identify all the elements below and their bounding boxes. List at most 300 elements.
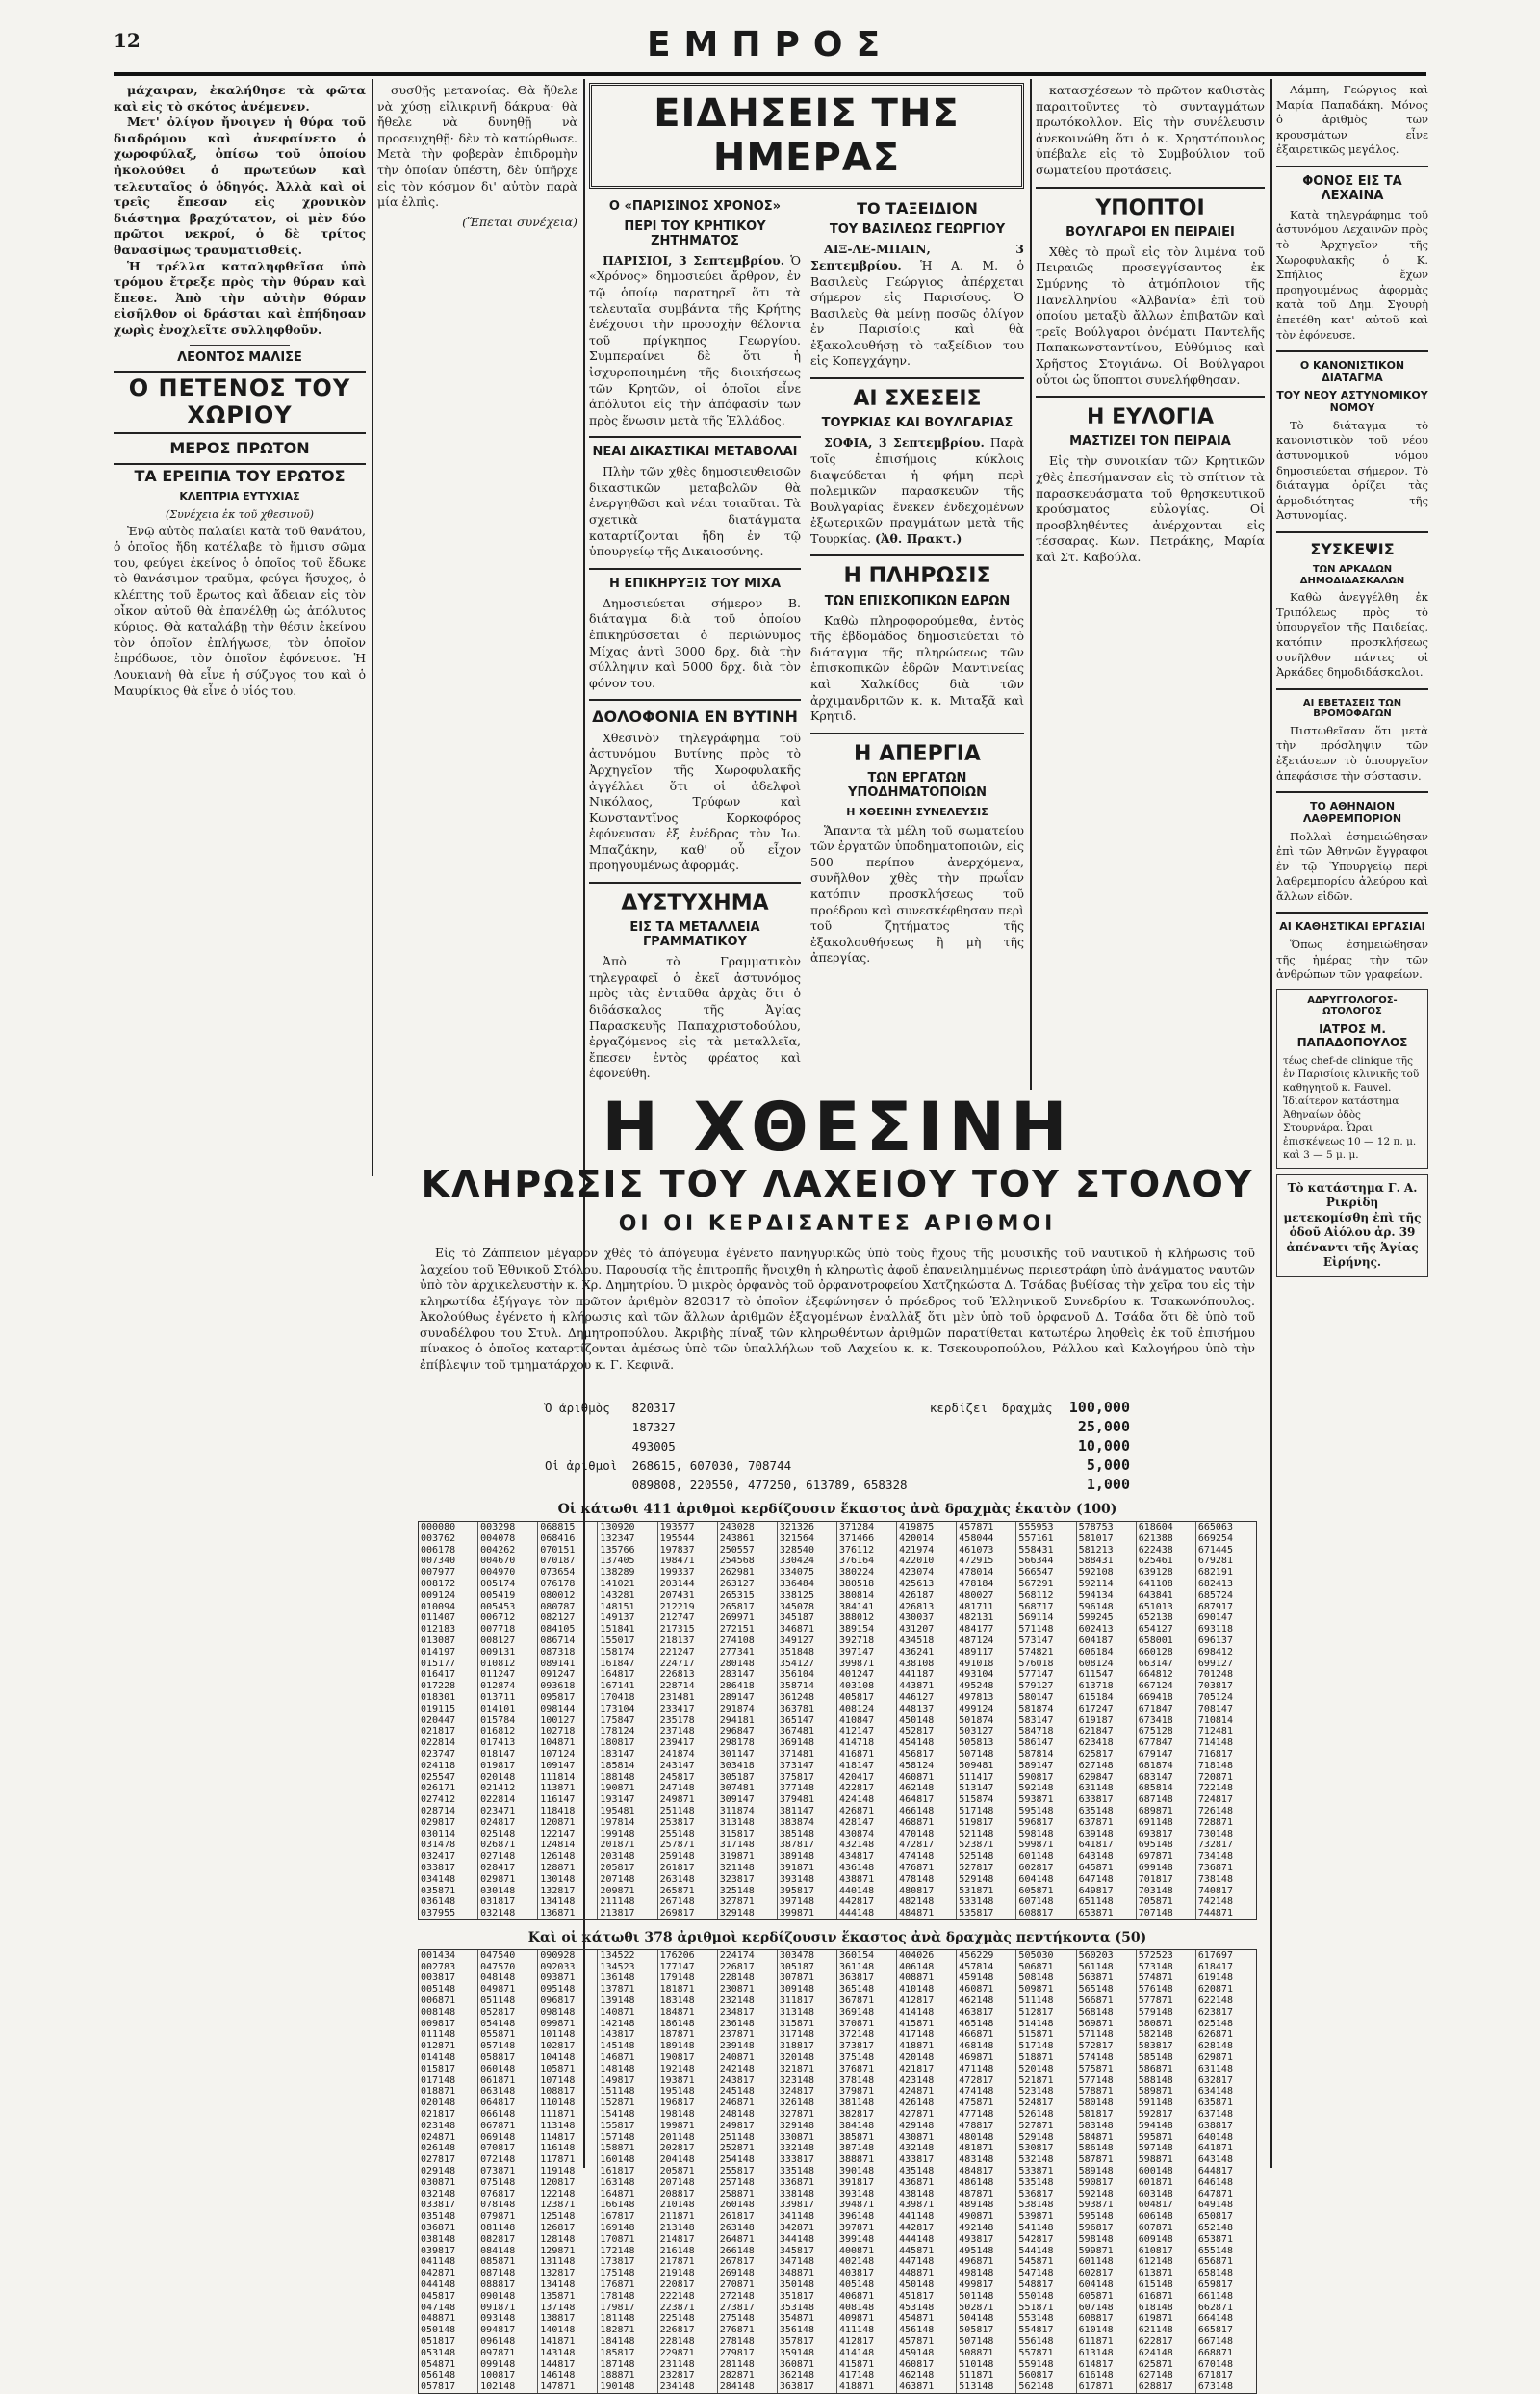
winning-number: 397147	[838, 1646, 875, 1658]
winning-number: 188871	[600, 2370, 635, 2381]
winning-number: 143281	[600, 1589, 635, 1601]
column-rule	[1030, 79, 1032, 1090]
winning-number: 012871	[421, 2041, 456, 2052]
winning-number: 021817	[421, 2109, 456, 2121]
winning-number: 313148	[779, 2006, 814, 2018]
winning-number: 515874	[959, 1794, 994, 1806]
article-title: Η ΠΛΗΡΩΣΙΣ	[843, 564, 991, 589]
prize-label: Οἱ ἀριθμοὶ	[545, 1457, 618, 1473]
winning-number: 118418	[540, 1805, 576, 1816]
winning-number: 601148	[1078, 2256, 1114, 2268]
article-body: Πλὴν τῶν χθὲς δημοσιευθεισῶν δικαστικῶν μεταβολῶν θὰ ἐνεργηθῶσι καὶ νέαι τοιαῦται. Τὰ σχετικὰ διατάγματα καταρτίζονται ἤδη ἐν τῷ ὑπουργείῳ τῆς Δικαιοσύνης.	[589, 464, 801, 559]
intro-paragraph: Ἡ τρέλλα καταληφθεῖσα ὑπὸ τρόμου ἔτρεξε πρὸς τὴν θύραν καὶ ἔπεσε. Ἀπὸ τὴν αὐτὴν θύραν εἰσῆλθον οἱ δράσται καὶ ἐπήδησαν χωρὶς ἐνοχλεῖτε συλληφθοῦν.	[114, 258, 366, 337]
page-number: 12	[114, 29, 141, 52]
winning-number: 510148	[959, 2358, 994, 2370]
winning-number: 149817	[600, 2074, 635, 2086]
winning-number: 461073	[959, 1544, 994, 1556]
winning-number: 592148	[1078, 2188, 1114, 2200]
winning-number: 486148	[959, 2176, 994, 2188]
article-subtitle: ΕΙΣ ΤΑ ΜΕΤΑΛΛΕΙΑ ΓΡΑΜΜΑΤΙΚΟΥ	[629, 920, 760, 950]
winning-number: 050148	[421, 2325, 456, 2336]
winning-number: 004078	[480, 1532, 516, 1544]
winning-number: 478014	[959, 1567, 994, 1579]
winning-number: 357817	[779, 2335, 814, 2347]
winning-number: 673418	[1138, 1714, 1173, 1726]
winning-number: 132817	[540, 1885, 576, 1896]
divider	[810, 554, 1024, 556]
winning-number: 669418	[1138, 1691, 1173, 1703]
winning-number: 625461	[1138, 1556, 1173, 1567]
winning-number: 471148	[959, 2063, 994, 2074]
winning-number: 095817	[540, 1691, 576, 1703]
winning-number: 219148	[659, 2268, 695, 2279]
winning-number: 617247	[1078, 1703, 1114, 1714]
winning-number: 347148	[779, 2256, 814, 2268]
winning-number: 201871	[600, 1840, 635, 1851]
winning-number: 305187	[719, 1771, 755, 1783]
winning-number: 444148	[838, 1908, 875, 1919]
winning-number: 041148	[421, 2256, 456, 2268]
winning-number: 261817	[719, 2211, 755, 2223]
winning-number: 511417	[959, 1771, 994, 1783]
winning-number: 478817	[959, 2120, 994, 2131]
winning-number: 380814	[838, 1589, 875, 1601]
winning-number: 224174	[719, 1949, 755, 1961]
winning-number: 744871	[1197, 1908, 1233, 1919]
winning-number: 693118	[1197, 1624, 1233, 1635]
winning-number: 166148	[600, 2200, 635, 2211]
winning-number: 373817	[838, 2041, 875, 2052]
winning-number: 389148	[779, 1851, 814, 1863]
winning-number: 193577	[659, 1522, 695, 1532]
winning-number: 481871	[959, 2143, 994, 2154]
winning-number: 315817	[719, 1828, 755, 1840]
winning-number: 459148	[959, 1972, 994, 1984]
winning-number: 710814	[1197, 1714, 1233, 1726]
winning-number: 004670	[480, 1556, 516, 1567]
winning-number: 412147	[838, 1726, 875, 1738]
winning-number: 592148	[1018, 1783, 1054, 1794]
winning-number: 030114	[421, 1828, 456, 1840]
winning-number: 272148	[719, 2290, 755, 2302]
number-column	[897, 1522, 957, 1919]
winning-number: 493817	[959, 2233, 994, 2245]
winning-number: 532148	[1018, 2154, 1054, 2166]
winning-number: 298178	[719, 1738, 755, 1749]
winning-number: 699148	[1138, 1862, 1173, 1873]
winning-number: 199871	[659, 2120, 695, 2131]
winning-number: 484817	[959, 2166, 994, 2177]
winning-number: 589148	[1078, 2166, 1114, 2177]
winning-number: 588431	[1078, 1556, 1114, 1567]
winning-number: 163148	[600, 2176, 635, 2188]
winning-number: 442817	[899, 2223, 935, 2234]
winning-number: 291874	[719, 1703, 755, 1714]
winning-number: 602413	[1078, 1624, 1114, 1635]
winning-number: 311874	[719, 1805, 755, 1816]
winning-number: 232817	[659, 2370, 695, 2381]
winning-number: 560817	[1018, 2370, 1054, 2381]
winning-number: 092033	[540, 1961, 576, 1972]
winning-number: 682413	[1197, 1578, 1233, 1589]
winning-number: 590817	[1018, 1771, 1054, 1783]
winning-number: 137871	[600, 1984, 635, 1995]
prize-amount: 5,000	[1086, 1456, 1130, 1474]
winning-number: 712481	[1197, 1726, 1233, 1738]
winning-number: 351817	[779, 2290, 814, 2302]
winning-number: 140871	[600, 2006, 635, 2018]
winning-number: 460871	[959, 1984, 994, 1995]
winning-number: 212747	[659, 1612, 695, 1624]
winning-number: 605871	[1078, 2290, 1114, 2302]
winning-number: 598871	[1138, 2154, 1173, 2166]
winning-number: 643148	[1197, 2154, 1233, 2166]
winning-number: 226817	[659, 2325, 695, 2336]
winning-number: 334075	[779, 1567, 814, 1579]
winning-number: 577147	[1018, 1669, 1054, 1681]
winning-number: 036148	[421, 1896, 456, 1908]
winning-number: 436148	[838, 1862, 875, 1873]
winning-number: 087318	[540, 1646, 576, 1658]
article-title: ΤΟ ΑΘΗΝΑΙΟΝ ΛΑΘΡΕΜΠΟΡΙΟΝ	[1302, 800, 1402, 825]
winning-number: 430871	[899, 2131, 935, 2143]
winning-number: 086714	[540, 1635, 576, 1646]
winning-number: 012874	[480, 1681, 516, 1692]
winning-number: 472915	[959, 1556, 994, 1567]
divider	[1276, 912, 1428, 914]
number-column	[1137, 1950, 1196, 2393]
winning-number: 592817	[1138, 2109, 1173, 2121]
prize-col4	[996, 1455, 1061, 1475]
winning-number: 454871	[899, 2313, 935, 2325]
winning-number: 276871	[719, 2325, 755, 2336]
winning-number: 489148	[959, 2200, 994, 2211]
winning-number: 622438	[1138, 1544, 1173, 1556]
winning-number: 582148	[1138, 2029, 1173, 2041]
winning-number: 574871	[1138, 1972, 1173, 1984]
winning-number: 005174	[480, 1578, 516, 1589]
winning-number: 587871	[1078, 2154, 1114, 2166]
winning-number: 714148	[1197, 1738, 1233, 1749]
winning-number: 016417	[421, 1669, 456, 1681]
winning-number: 606184	[1078, 1646, 1114, 1658]
winning-number: 392718	[838, 1635, 875, 1646]
winning-number: 143148	[540, 2347, 576, 2358]
winning-number: 525148	[959, 1851, 994, 1863]
article-body: κατασχέσεων τὸ πρῶτον καθιστὰς παραιτοῦντες τὸ συνταγμάτων πρωτόκολλον. Εἰς τὴν συνέλευσιν ἀνεκοινώθη ὅτι ὁ κ. Χρηστόπουλος ὑπέβαλε εἰς τὸ Συμβούλιον τοῦ σωματείου προτάσεις.	[1036, 83, 1265, 177]
prize-col3: κερδίζει	[929, 1400, 988, 1415]
winning-number: 321326	[779, 1522, 814, 1532]
winning-number: 281148	[719, 2358, 755, 2370]
winning-number: 610148	[1078, 2325, 1114, 2336]
winning-number: 456148	[899, 2325, 935, 2336]
winning-number: 272151	[719, 1624, 755, 1635]
winning-number: 095148	[540, 1984, 576, 1995]
winning-number: 057148	[480, 2041, 516, 2052]
winning-number: 164817	[600, 1669, 635, 1681]
number-column	[837, 1522, 897, 1919]
winning-number: 412817	[899, 1995, 935, 2007]
winning-number: 070817	[480, 2143, 516, 2154]
winning-number: 527871	[1018, 2120, 1054, 2131]
winning-number: 363817	[779, 2381, 814, 2393]
winning-number: 254148	[719, 2154, 755, 2166]
column-rule	[372, 79, 373, 1176]
winning-number: 434518	[899, 1635, 935, 1646]
winning-number: 474148	[959, 2086, 994, 2098]
winning-number: 456229	[959, 1949, 994, 1961]
article-subtitle: ΠΕΡΙ ΤΟΥ ΚΡΗΤΙΚΟΥ ΖΗΤΗΜΑΤΟΣ	[624, 219, 766, 248]
winning-number: 049871	[480, 1984, 516, 1995]
winning-number: 188148	[600, 1771, 635, 1783]
winning-number: 359148	[779, 2347, 814, 2358]
winning-number: 432148	[899, 2143, 935, 2154]
winning-number: 673148	[1197, 2381, 1233, 2393]
winning-number: 367481	[779, 1726, 814, 1738]
winning-number: 523148	[1018, 2086, 1054, 2098]
winning-number: 553148	[1018, 2313, 1054, 2325]
winning-number: 277341	[719, 1646, 755, 1658]
winning-number: 625817	[1078, 1748, 1114, 1760]
winning-number: 435148	[899, 2166, 935, 2177]
winning-number: 028417	[480, 1862, 516, 1873]
winning-number: 376164	[838, 1556, 875, 1567]
winning-number: 270871	[719, 2279, 755, 2290]
winning-number: 180817	[600, 1738, 635, 1749]
winning-number: 625871	[1138, 2358, 1173, 2370]
winning-number: 073654	[540, 1567, 576, 1579]
winning-number: 346871	[779, 1624, 814, 1635]
winning-number: 375148	[838, 2052, 875, 2064]
winning-number: 417148	[838, 2370, 875, 2381]
winning-number: 566871	[1078, 1995, 1114, 2007]
winning-number: 195481	[600, 1805, 635, 1816]
winning-number: 140148	[540, 2325, 576, 2336]
winning-number: 141021	[600, 1578, 635, 1589]
divider	[1276, 791, 1428, 793]
winning-number: 080787	[540, 1601, 576, 1612]
number-column	[658, 1950, 718, 2393]
winning-number: 586147	[1018, 1738, 1054, 1749]
winning-number: 307481	[719, 1783, 755, 1794]
number-column	[538, 1950, 598, 2393]
prize-numbers: 089808, 220550, 477250, 613789, 658328	[631, 1477, 908, 1492]
winning-number: 487871	[959, 2188, 994, 2200]
winning-number: 021412	[480, 1783, 516, 1794]
winning-number: 333817	[779, 2154, 814, 2166]
divider	[1036, 396, 1265, 398]
winning-number: 003298	[480, 1522, 516, 1532]
winning-number: 628817	[1138, 2381, 1173, 2393]
winning-number: 444148	[899, 2233, 935, 2245]
winning-number: 722148	[1197, 1783, 1233, 1794]
winning-number: 031478	[421, 1840, 456, 1851]
winning-number: 067871	[480, 2120, 516, 2131]
winning-number: 321564	[779, 1532, 814, 1544]
winning-number: 003762	[421, 1532, 456, 1544]
winning-number: 094817	[480, 2325, 516, 2336]
winning-number: 351848	[779, 1646, 814, 1658]
winning-number: 070151	[540, 1544, 576, 1556]
winning-number: 628148	[1197, 2041, 1233, 2052]
winning-number: 649817	[1078, 1885, 1114, 1896]
winning-number: 527817	[959, 1862, 994, 1873]
winning-number: 677847	[1138, 1738, 1173, 1749]
winning-number: 135871	[540, 2290, 576, 2302]
winning-number: 319871	[719, 1851, 755, 1863]
winning-number: 595148	[1018, 1805, 1054, 1816]
winning-number: 341148	[779, 2211, 814, 2223]
winning-number: 635871	[1197, 2098, 1233, 2109]
divider	[1036, 187, 1265, 189]
winning-number: 460871	[899, 1771, 935, 1783]
part-heading: ΜΕΡΟΣ ΠΡΩΤΟΝ	[169, 438, 310, 457]
winning-number: 145148	[600, 2041, 635, 2052]
winning-number: 063148	[480, 2086, 516, 2098]
winning-number: 596817	[1018, 1816, 1054, 1828]
winning-number: 350148	[779, 2279, 814, 2290]
winning-number: 269817	[659, 1908, 695, 1919]
winning-number: 718148	[1197, 1760, 1233, 1771]
winning-number: 683147	[1138, 1771, 1173, 1783]
winning-number: 134523	[600, 1961, 635, 1972]
winning-number: 566547	[1018, 1567, 1054, 1579]
winning-number: 663147	[1138, 1658, 1173, 1669]
winning-number: 134522	[600, 1949, 635, 1961]
winning-number: 535148	[1018, 2176, 1054, 2188]
winning-number: 650817	[1197, 2211, 1233, 2223]
number-column	[1137, 1522, 1196, 1919]
winning-number: 365147	[779, 1714, 814, 1726]
winning-number: 190871	[600, 1783, 635, 1794]
article-body: Χθεσινὸν τηλεγράφημα τοῦ ἀστυνόμου Βυτίνης πρὸς τὸ Ἀρχηγεῖον τῆς Χωροφυλακῆς ἀγγέλλει ὅτι οἱ ἀδελφοὶ Νικόλαος, Τρύφων καὶ Κωνσταντῖνος Κορκοφόρος ἐφόνευσαν ἐξ ἐνέδρας τὸν Ἰω. Μπαζάκην, καθ' οὗ εἶχον προηγουμένως ἀφορμάς.	[589, 730, 801, 873]
novel-subtitle: ΤΑ ΕΡΕΙΠΙΑ ΤΟΥ ΕΡΩΤΟΣ	[114, 463, 366, 485]
winning-number: 361148	[838, 1961, 875, 1972]
winning-number: 107148	[540, 2074, 576, 2086]
winning-number: 665063	[1197, 1522, 1233, 1532]
winning-number: 586871	[1138, 2063, 1173, 2074]
winning-number: 574148	[1078, 2052, 1114, 2064]
winning-number: 035871	[421, 1885, 456, 1896]
winning-number: 047540	[480, 1949, 516, 1961]
winning-number: 462148	[959, 1995, 994, 2007]
winning-number: 641108	[1138, 1578, 1173, 1589]
winning-number: 234817	[719, 2006, 755, 2018]
winning-number: 497813	[959, 1691, 994, 1703]
winning-number: 321871	[779, 2063, 814, 2074]
winning-number: 457871	[959, 1522, 994, 1532]
winning-number: 433817	[899, 2154, 935, 2166]
winning-number: 383874	[779, 1816, 814, 1828]
winning-number: 593871	[1078, 2200, 1114, 2211]
winning-number: 093148	[480, 2313, 516, 2325]
winning-number: 220817	[659, 2279, 695, 2290]
winning-number: 031817	[480, 1896, 516, 1908]
winning-number: 667148	[1197, 2335, 1233, 2347]
winning-number: 044148	[421, 2279, 456, 2290]
winning-number: 664148	[1197, 2313, 1233, 2325]
winning-number: 247148	[659, 1783, 695, 1794]
lottery-winning-numbers-heading: ΟΙ ΟΙ ΚΕΡΔΙΣΑΝΤΕΣ ΑΡΙΘΜΟΙ	[618, 1212, 1057, 1236]
winning-number: 450148	[899, 1714, 935, 1726]
winning-number: 320148	[779, 2052, 814, 2064]
winning-number: 007340	[421, 1556, 456, 1567]
winning-number: 639128	[1138, 1567, 1173, 1579]
article-body: Χθὲς τὸ πρωῒ εἰς τὸν λιμένα τοῦ Πειραιῶς προσεγγίσαντος ἐκ Σμύρνης τὸ ἀτμόπλοιον τῆς Πανελληνίου «Ἀλβανία» ἐπὶ τοῦ ὁποίου μεταξὺ ἄλλων ἐπιβατῶν καὶ τρεῖς Βούλγαροι ὀνόματι Παντελῆς Παπακωνσταντίνου, Εὐθύμιος καὶ Χρῆστος Στογιάνω. Οἱ Βούλγαροι οὗτοι ὡς ὕποπτοι συνελήφθησαν.	[1036, 244, 1265, 387]
winning-number: 138289	[600, 1567, 635, 1579]
prize-row	[539, 1398, 1136, 1417]
winning-number: 363781	[779, 1703, 814, 1714]
winning-number: 089141	[540, 1658, 576, 1669]
winning-number: 026171	[421, 1783, 456, 1794]
winning-number: 480817	[899, 1885, 935, 1896]
prize-row	[539, 1436, 1136, 1455]
winning-number: 024871	[421, 2131, 456, 2143]
winning-number: 280148	[719, 1658, 755, 1669]
winning-number: 079871	[480, 2211, 516, 2223]
winning-number: 730148	[1197, 1828, 1233, 1840]
article-title: ΦΟΝΟΣ ΕΙΣ ΤΑ ΛΕΧΑΙΝΑ	[1302, 173, 1402, 203]
winning-number: 472817	[959, 2074, 994, 2086]
winning-number: 377148	[779, 1783, 814, 1794]
number-column	[957, 1522, 1016, 1919]
winning-number: 432148	[838, 1840, 875, 1851]
number-column	[1196, 1522, 1256, 1919]
article-body: Ὅπως ἐσημειώθησαν τῆς ἡμέρας τὴν τῶν ἀνθρώπων τῶν γραφείων.	[1276, 938, 1428, 982]
winning-number: 248148	[719, 2109, 755, 2121]
winning-number: 536817	[1018, 2188, 1054, 2200]
winning-number: 070187	[540, 1556, 576, 1567]
winning-number: 327871	[779, 2109, 814, 2121]
winning-number: 356104	[779, 1669, 814, 1681]
winning-number: 403108	[838, 1681, 875, 1692]
winning-number: 691148	[1138, 1816, 1173, 1828]
winning-number: 701817	[1138, 1873, 1173, 1885]
winning-number: 634148	[1197, 2086, 1233, 2098]
article-body: Παρὰ τοῖς ἐπισήμοις κύκλοις διαψεύδεται ἡ φήμη περὶ πολεμικῶν παρασκευῶν τῆς Βουλγαρίας ἕνεκεν ἐνδεχομένων ἐξωτερικῶν πραγμάτων μετὰ τῆς Τουρκίας.	[810, 435, 1024, 546]
article-title: Η ΕΥΛΟΓΙΑ	[1087, 405, 1214, 430]
winning-number: 267148	[659, 1896, 695, 1908]
news-of-the-day-section	[589, 83, 1024, 1090]
winning-number: 015817	[421, 2063, 456, 2074]
winning-number: 420148	[899, 2052, 935, 2064]
winning-number: 641817	[1078, 1840, 1114, 1851]
winning-number: 406148	[899, 1961, 935, 1972]
winning-number: 520148	[1018, 2063, 1054, 2074]
winning-number: 511148	[1018, 1995, 1054, 2007]
article-title: ΤΟ ΤΑΞΕΙΔΙΟΝ	[857, 199, 978, 218]
winning-number: 724817	[1197, 1794, 1233, 1806]
winning-number: 342871	[779, 2223, 814, 2234]
winning-number: 595148	[1078, 2211, 1114, 2223]
article-body: Κατὰ τηλεγράφημα τοῦ ἀστυνόμου Λεχαινῶν πρὸς τὸ Ἀρχηγεῖον τῆς Χωροφυλακῆς ὁ Κ. Σπήλιος ἔχων προηγουμένως ἀφορμὰς κατὰ τοῦ Δημ. Σγουρὴ ἐπετέθη κατ' αὐτοῦ καὶ τὸν ἐφόνευσε.	[1276, 207, 1428, 342]
winning-number: 505817	[959, 2325, 994, 2336]
winning-number: 263148	[719, 2223, 755, 2234]
winning-number: 645871	[1078, 1862, 1114, 1873]
winning-number: 414148	[838, 2347, 875, 2358]
winning-number: 653871	[1078, 1908, 1114, 1919]
lottery-intro-text: Εἰς τὸ Ζάππειον μέγαρον χθὲς τὸ ἀπόγευμα ἐγένετο πανηγυρικῶς ὑπὸ τοὺς ἤχους τῆς μουσικῆς τοῦ ναυτικοῦ ἡ κλήρωσις τοῦ λαχείου τοῦ Ἐθνικοῦ Στόλου. Παρουσίᾳ τῆς ἐπιτροπῆς ἤνοιχθη ἡ κληρωτὶς ἀφοῦ ἐπανειλημμένως περιεστράφη ὑπὸ ἀνάγματος ναυτῶν ὑπὸ τὸν ἀρχικελευστὴν κ. Χρ. Δημητρίου. Ὁ μικρὸς ὁρφανὸς τοῦ ὀρφανοτροφείου Χατζηκώστα Δ. Τσάδας βυθίσας τὴν χεῖρα του εἰς τὴν κληρωτίδα ἐξήγαγε τὸν πρῶτον ἀριθμὸν 820317 τὸ ὁποῖον ἐξεφώνησεν ὁ πρόεδρος τοῦ Ἑλληνικοῦ Συνεδρίου κ. Τσακωνόπουλος. Ἀκολούθως ἐγένετο ἡ κλήρωσις καὶ τῶν ἄλλων ἀριθμῶν ἐξαγομένων ἐναλλὰξ ὅτι μὲν ὑπὸ τοῦ ὀρφανοῦ Δ. Τσάδα ὅτι δὲ ὑπὸ τοῦ συναδέλφου του Στυλ. Δημητροπούλου. Ἀκριβὴς πίναξ τῶν κληρωθέντων ἀριθμῶν παρατίθεται κατωτέρω ληφθεὶς ἐκ τοῦ ἐπισήμου πίνακος ὁ ὁποῖος καταρτίζονται ἀμέσως ὑπὸ τῶν ὑπαλλήλων τοῦ Λαχείου κ. κ. Τσεκουροπούλου, Ράλλου καὶ Καλογήρου ὑπὸ τὴν ἐπίβλεψιν τοῦ τμηματάρχου κ. Γ. Κεφινᾶ.	[420, 1246, 1255, 1372]
winning-number: 073871	[480, 2166, 516, 2177]
winning-number: 598148	[1078, 2233, 1114, 2245]
winning-number: 661148	[1197, 2290, 1233, 2302]
winning-number: 616148	[1078, 2370, 1114, 2381]
winning-number: 618417	[1197, 1961, 1233, 1972]
winning-number: 048871	[421, 2313, 456, 2325]
article-body: Τὸ διάταγμα τὸ κανονιστικὸν τοῦ νέου ἀστυνομικοῦ νόμου δημοσιεύεται σήμερον. Τὸ διάταγμα ὁρίζει τὰς ἁρμοδιότητας τῆς Ἀστυνομίας.	[1276, 418, 1428, 523]
winning-number: 631148	[1078, 1783, 1114, 1794]
winning-number: 231148	[659, 2358, 695, 2370]
